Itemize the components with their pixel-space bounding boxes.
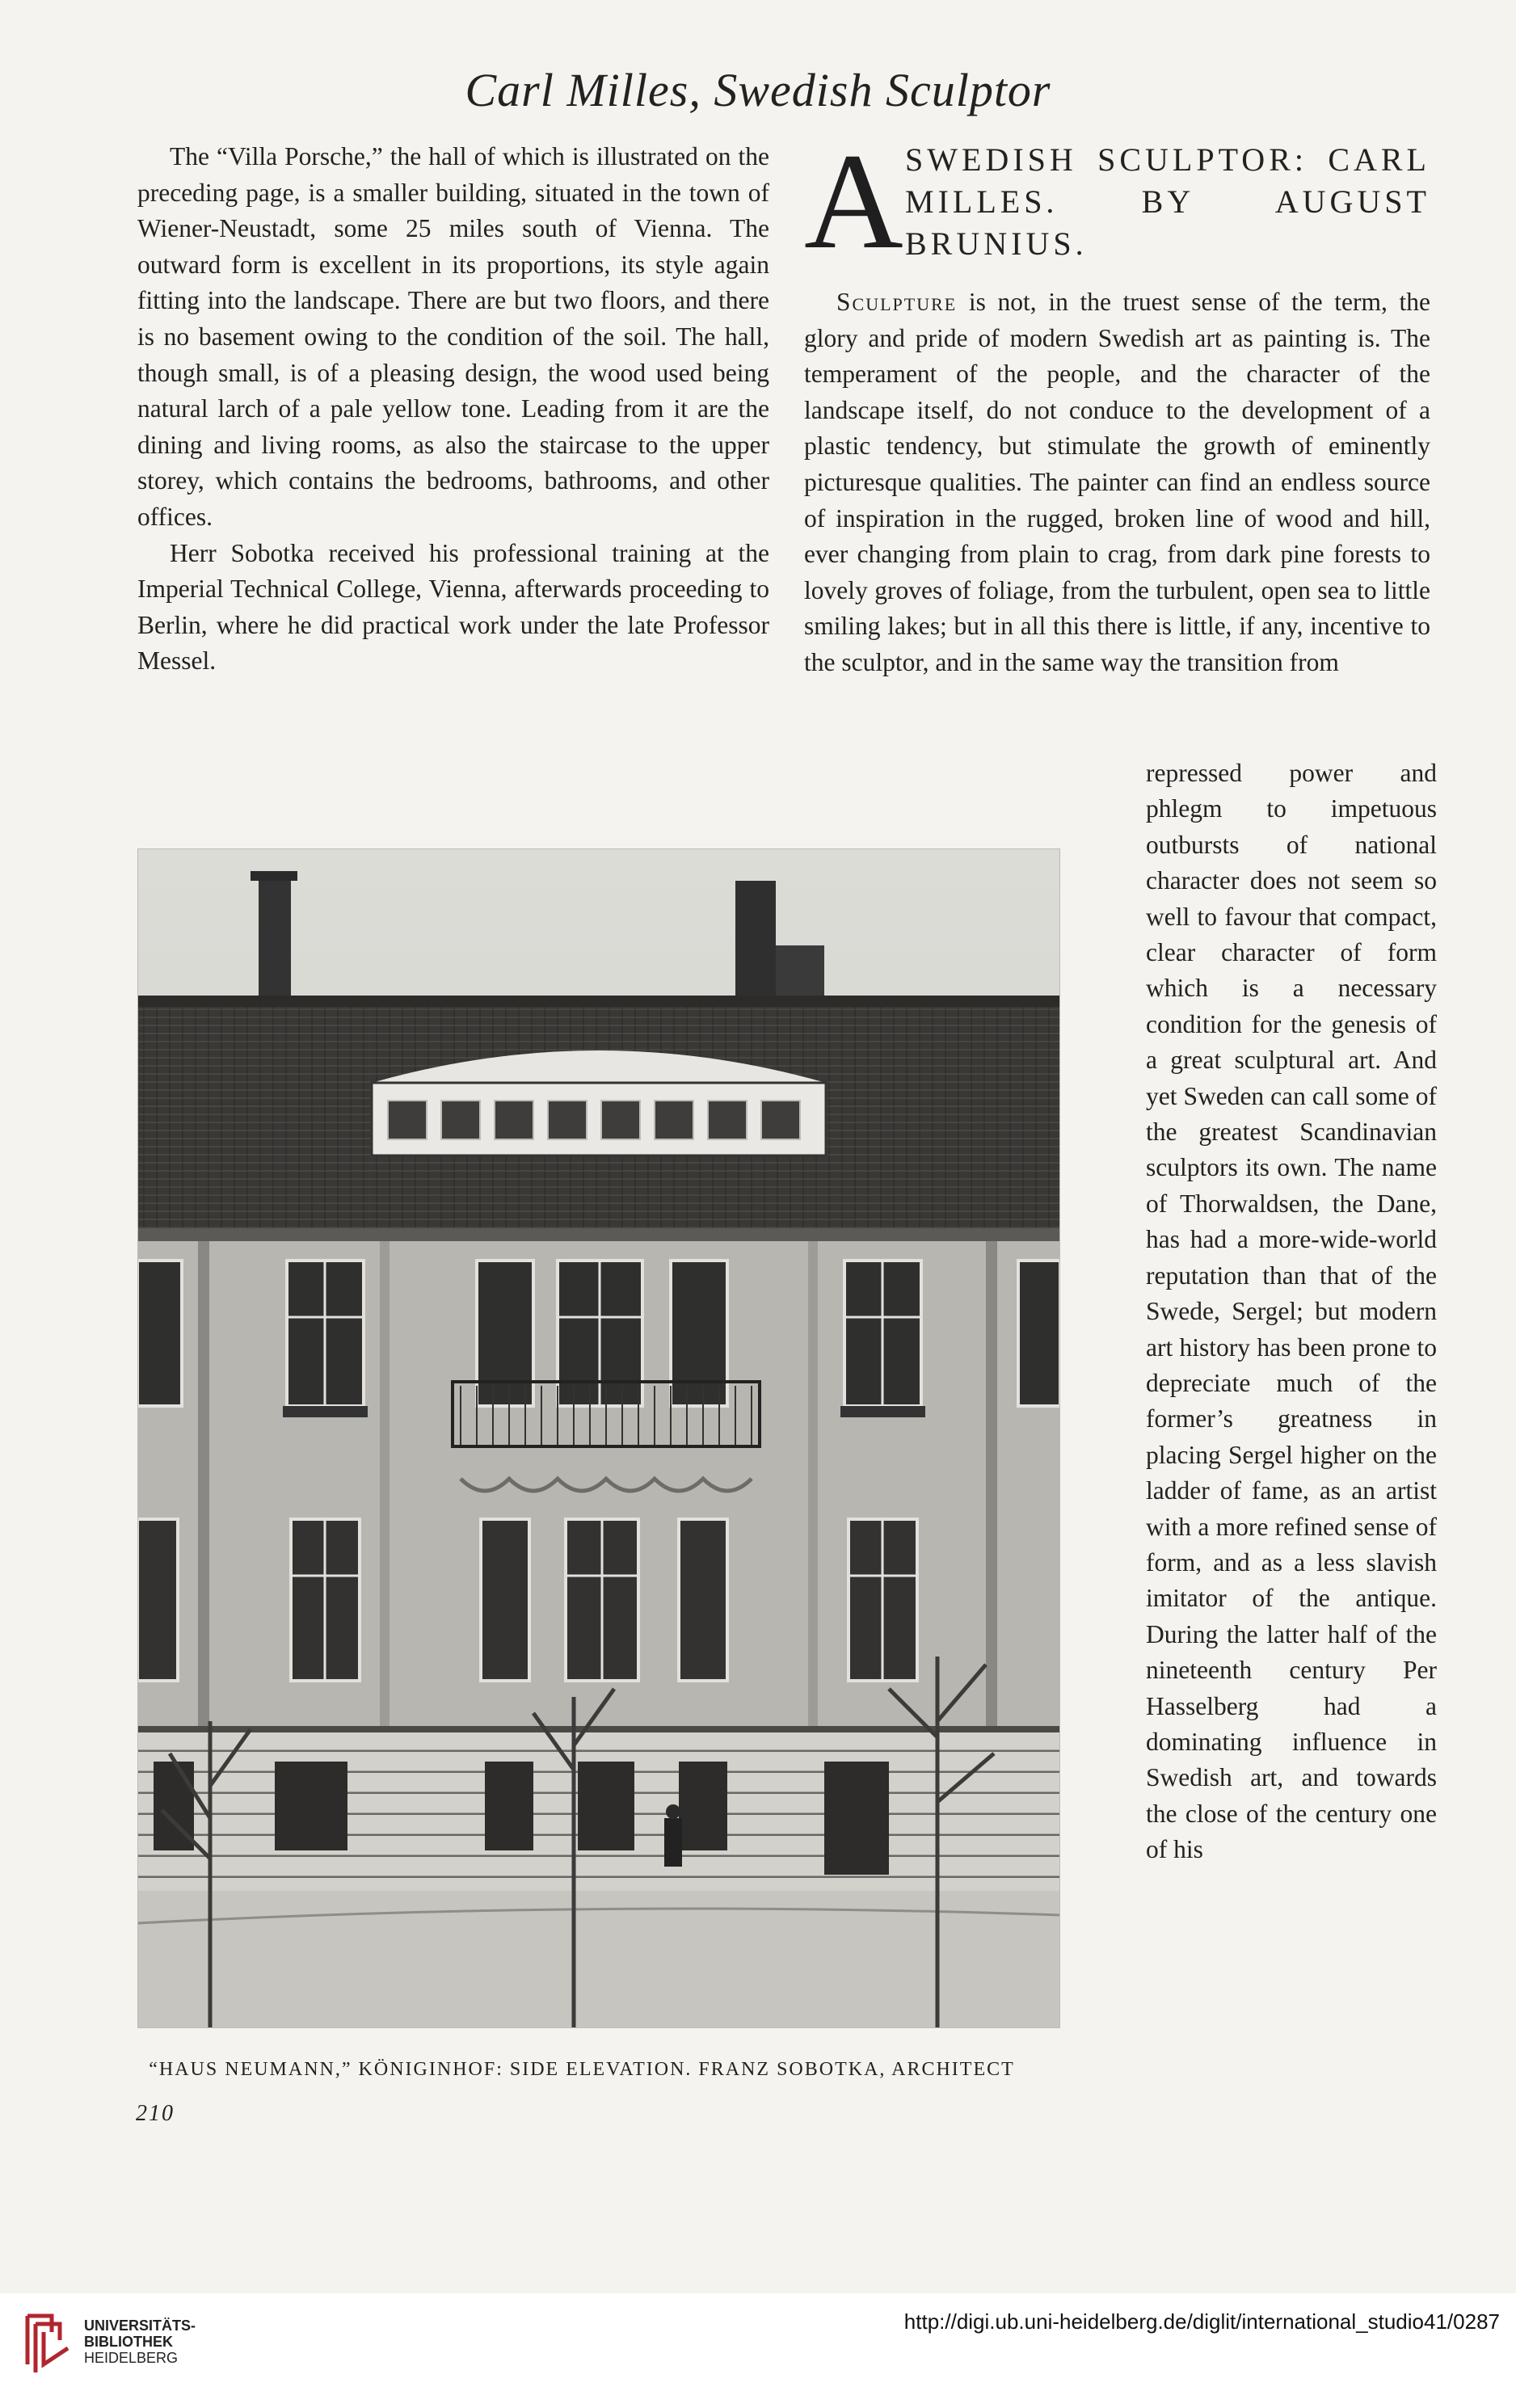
article-body-top — [804, 284, 1430, 681]
running-head: Carl Milles, Swedish Sculptor — [465, 64, 1051, 116]
left-paragraph-2: Herr Sobotka received his professional training at the Imperial Technical College, Vienna, afterwards proceeding to Berlin, where he did practical work under the late Professor Messel. — [137, 538, 769, 676]
library-line-3: HEIDELBERG — [84, 2350, 179, 2366]
article-body-narrow: repressed power and phlegm to impetuous outbursts of national character does not seem so well to favour that compact, clear character of form which is a necessary condition for the genesis of a great sculptural art. And yet Sweden can call some of the greatest Scandinavian sculptors its own. The name of Thorwaldsen, the Dane, has had a more-wide-world reputation than that of the Swede, Sergel; but modern art history has been prone to depreciate much of the former’s greatness in placing Sergel higher on the ladder of fame, as an artist with a more refined sense of form, and as a less slavish imitator of the antique. During the latter half of the nineteenth century Per Hasselberg had a dominating influence in Swedish art, and towards the close of the century one of his — [1146, 759, 1437, 1864]
left-paragraph-1: The “Villa Porsche,” the hall of which is illustrated on the preceding page, is a smaller building, situated in the town of Wiener-Neustadt, some 25 miles south of Vienna. The outward form is excellent in its proportions, its style again fitting into the landscape. There are but two floors, and there is no basement owing to the condition of the soil. The hall, though small, is of a pleasing design, the wood used being natural larch of a pale yellow tone. Leading from it are the dining and living rooms, as also the staircase to the upper storey, which contains the bedrooms, bathrooms, and other offices. — [137, 142, 769, 531]
photo-caption: “HAUS NEUMANN,” KÖNIGINHOF: SIDE ELEVATION. FRANZ SOBOTKA, ARCHITECT — [149, 2059, 1015, 2080]
library-logo-icon — [19, 2308, 76, 2385]
source-url[interactable]: http://digi.ub.uni-heidelberg.de/diglit/international_studio41/0287 — [903, 2309, 1500, 2334]
article-body-top-text: is not, in the truest sense of the term, the glory and pride of modern Swedish art as painting is. The temperament of the people, and the character of the landscape itself, do not conduce to the development of a plastic tendency, but stimulate the growth of eminently picturesque qualities. The painter can find an endless source of inspiration in the rugged, broken line of wood and hill, ever changing from plain to crag, from dark pine forests to lovely groves of foliage, from the turbulent, open sea to little smiling lakes; but in all this there is little, if any, incentive to the sculptor, and in the same way the transition from — [804, 288, 1430, 676]
library-line-1: UNIVERSITÄTS- — [84, 2317, 196, 2334]
article-heading — [804, 125, 1430, 284]
article-column-narrow — [1146, 756, 1437, 1868]
digitization-footer — [0, 2293, 1516, 2408]
drop-cap: A — [804, 125, 903, 277]
lead-word: Sculpture — [836, 288, 958, 316]
article-title: SWEDISH SCULPTOR: CARL MILLES. BY AUGUST BRUNIUS. — [905, 141, 1430, 262]
library-line-2: BIBLIOTHEK — [84, 2334, 173, 2350]
article-column — [804, 125, 1430, 681]
page-number: 210 — [136, 2101, 175, 2126]
building-photograph — [137, 848, 1060, 2028]
library-name — [84, 2317, 196, 2366]
left-column — [137, 139, 769, 680]
